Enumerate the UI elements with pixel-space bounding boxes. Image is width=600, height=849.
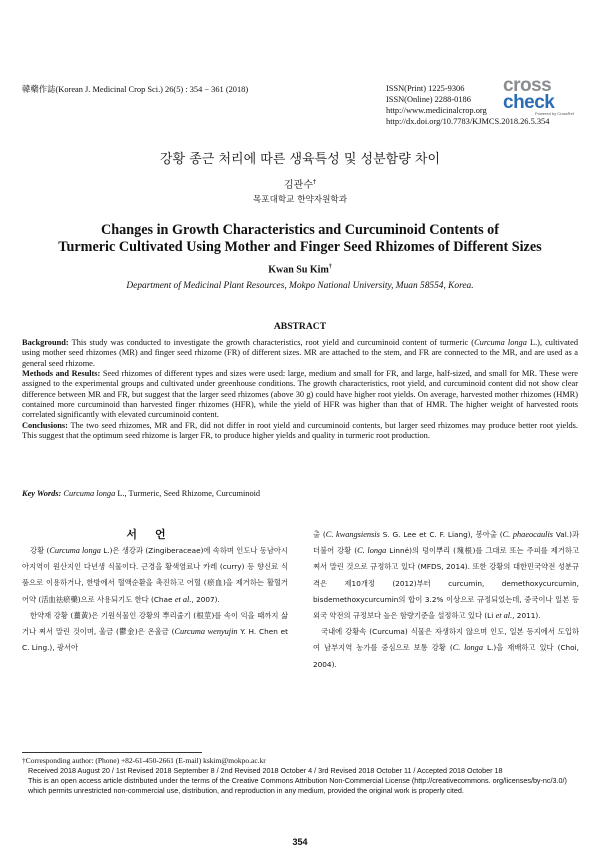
intro-p3-text-d: Linné)의 덩이뿌리 (塊根)를 그대로 또는 주피를 제거하고 쪄서 말린 것으로 규정하고 있다 (MFDS, 2014). 또한 강황의 대한민국약전 성분규격은 제10개정 (2012)부터 curcumin, demethoxycurcumin, bisdemethoxycurcumin의 합이 3.2% 이상으로 규정되었는데, 중국이나 일본 등 외국 약전의 규정보다 높은 함량기준을 설정하고 있다 (Li [313, 546, 579, 621]
methods-text: Seed rhizomes of different types and sizes were used: large, medium and small for FR, and large, half-sized, and small for MR. These were assigned to the experimental groups and cultivated under greenhouse conditions. The growth characteristics, root yield, and curcuminoid content did not show clear difference between MR and FR, but suggest that the larger seed rhizomes (above 30 g) could have higher root yields. On average, harvested mother rhizomes (HMR) contained more curcuminoid than harvested finger rhizomes (HFR), while the yield of HFR was higher than that of HMR. The higher weight of harvested roots correlated significantly with elevated curcuminoid content. [22, 369, 579, 420]
intro-p1-species: Curcuma longa [49, 546, 101, 555]
keywords [22, 489, 578, 498]
korean-author-name: 김관수 [284, 180, 313, 191]
intro-p2-text-b: Y. H. Chen et C. Ling.), 광서아 [22, 627, 289, 653]
english-author-mark: † [328, 264, 332, 270]
intro-left-column [22, 543, 288, 656]
crossmark-cross-text: cross [503, 75, 552, 96]
intro-p3-text-e: , 2011). [512, 611, 541, 621]
english-author-name: Kwan Su Kim [268, 264, 329, 276]
korean-author-mark: † [312, 178, 316, 186]
abstract-background [22, 338, 578, 369]
methods-label: Methods and Results: [22, 369, 101, 379]
received-dates: Received 2018 August 20 / 1st Revised 2018 September 8 / 2nd Revised 2018 October 4 / 3rd Revised 2018 October 11 / Accepted 2018 October 18 [28, 766, 503, 775]
intro-paragraph-3 [313, 527, 579, 624]
intro-paragraph-2 [22, 608, 288, 657]
intro-paragraph-4 [313, 624, 579, 673]
korean-title: 강황 종근 처리에 따른 생육특성 및 성분함량 차이 [159, 152, 441, 167]
footnote [22, 756, 578, 796]
intro-p3-etal: et al. [495, 611, 513, 621]
english-title [0, 222, 600, 256]
intro-p1-text-c: , 2007). [191, 594, 220, 604]
issn-print: ISSN(Print) 1225-9306 [386, 84, 465, 93]
background-text-b: L.), cultivated using mother seed rhizomes (MR) and finger seed rhizome (FR) of different sizes. MR are attached to the stem, and FR are connected to the MR, and are used as a general seed rhizome. [22, 338, 578, 368]
intro-p2-text-a: 한약재 강황 (薑黃)은 기원식물인 강황의 뿌리줄기 (根莖)를 속이 익을 때까지 삶거나 쪄서 말린 것이며, 울금 (鬱金)은 온울금 ( [22, 610, 288, 637]
crossmark-logo[interactable] [503, 75, 579, 116]
intro-p4-species: C. longa [452, 643, 483, 653]
footnote-divider [22, 752, 202, 753]
intro-p3-text-c: Val.)과 더불어 강황 ( [313, 530, 579, 556]
background-text-a: This study was conducted to investigate the growth characteristics, root yield and curcuminoid content of turmeric ( [68, 338, 475, 347]
abstract-body [22, 338, 578, 441]
intro-p3-species-3: C. longa [357, 546, 387, 556]
abstract-conclusions [22, 421, 578, 442]
intro-p1-text-b: L.)은 생강과 (Zingiberaceae)에 속하며 인도나 동남아시아지역이 원산지인 다년생 식물이다. 근경을 황색염료나 카레 (curry) 등 향신료 식품으로 이용하거나, 한방에서 혈액순환을 촉진하고 어혈 (瘀血)을 제거하는 활혈거어약 (活血祛瘀藥)으로 사용되기도 한다 (Chae [22, 546, 288, 604]
keywords-rest: L., Turmeric, Seed Rhizome, Curcuminoid [115, 489, 261, 498]
intro-right-column [313, 527, 579, 673]
background-species: Curcuma longa [474, 338, 527, 347]
intro-p1-text-a: 강황 ( [30, 546, 50, 555]
crossmark-powered-text: Powered by CrossRef [535, 111, 574, 116]
keywords-label: Key Words: [22, 489, 62, 498]
journal-citation: 韓藥作誌(Korean J. Medicinal Crop Sci.) 26(5) : 354 − 361 (2018) [22, 85, 249, 94]
doi-link[interactable]: http://dx.doi.org/10.7783/KJMCS.2018.26.5.354 [386, 117, 550, 126]
page-number: 354 [292, 837, 308, 847]
conclusions-text: The two seed rhizomes, MR and FR, did not differ in root yield and curcuminoid contents, but larger seed rhizomes may produce better root yields. This suggest that the optimum seed rhizome is larger FR, to produce higher yields and quality in turmeric root production. [22, 420, 578, 441]
license-statement: This is an open access article distributed under the terms of the Creative Commons Attribution Non-Commercial License (http://creativecommons. org/licenses/by-nc/3.0/) which permits unrestricted non-commercial use, distribution, and reproduction in any medium, provided the original work is properly cited. [28, 776, 567, 795]
abstract-methods [22, 369, 578, 421]
corresponding-author: †Corresponding author: (Phone) +82-61-450-2661 (E-mail) kskim@mokpo.ac.kr [22, 756, 266, 765]
abstract-heading: ABSTRACT [273, 321, 327, 332]
intro-p3-species-1: C. kwangsiensis [325, 530, 380, 539]
korean-author [0, 176, 600, 191]
issn-online: ISSN(Online) 2288-0186 [386, 95, 471, 104]
intro-p3-species-2: C. phaeocaulis [502, 530, 553, 539]
english-title-line1: Changes in Growth Characteristics and Curcuminoid Contents of [101, 222, 499, 238]
intro-p4-text-b: L.)을 재배하고 있다 (Choi, 2004). [313, 643, 579, 669]
english-title-line2: Turmeric Cultivated Using Mother and Finger Seed Rhizomes of Different Sizes [58, 239, 542, 255]
introduction-heading: 서언 [126, 528, 184, 541]
english-affiliation: Department of Medicinal Plant Resources, Mokpo National University, Muan 58554, Korea. [126, 281, 474, 291]
crossmark-check-text: check [503, 92, 555, 113]
intro-p3-text-a: 출 ( [313, 530, 326, 539]
intro-p1-etal: et al. [174, 594, 192, 604]
korean-affiliation: 목포대학교 한약자원학과 [252, 195, 348, 205]
conclusions-label: Conclusions: [22, 420, 68, 430]
background-label: Background: [22, 338, 69, 347]
journal-url-link[interactable]: http://www.medicinalcrop.org [386, 106, 487, 115]
intro-p4-text-a: 국내에 강황속 (Curcuma) 식물은 자생하지 않으며 인도, 일본 등지에서 도입하여 남부지역 농가를 중심으로 보통 강황 ( [313, 627, 579, 653]
intro-paragraph-1 [22, 543, 288, 608]
english-author [0, 264, 600, 275]
intro-p2-species: Curcuma wenyujin [174, 627, 238, 637]
intro-p3-text-b: S. G. Lee et C. F. Liang), 봉아출 ( [379, 530, 503, 539]
keywords-species: Curcuma longa [63, 489, 116, 498]
